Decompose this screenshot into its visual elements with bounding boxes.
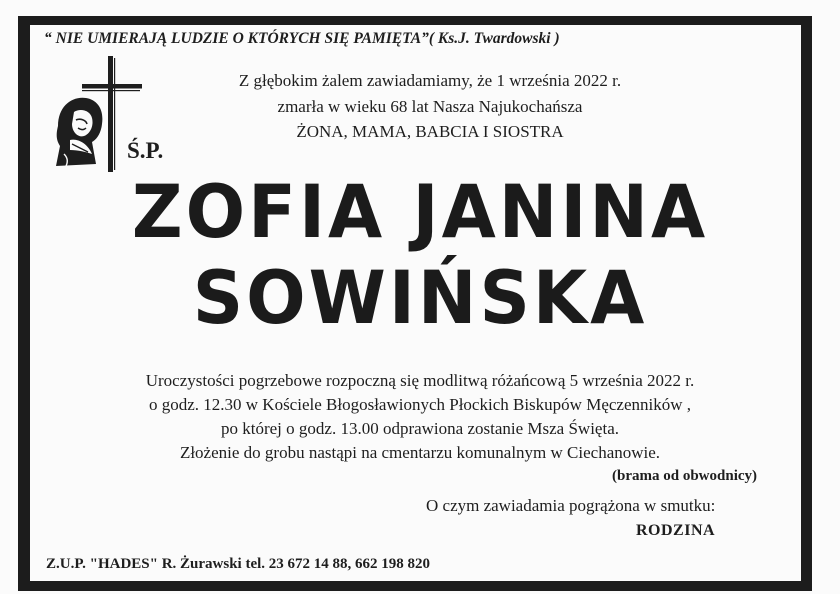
quote: “ NIE UMIERAJĄ LUDZIE O KTÓRYCH SIĘ PAMIĘTA”( Ks.J. Twardowski ) xyxy=(44,30,560,47)
ceremony-details xyxy=(60,369,780,465)
deceased-first-names: ZOFIA JANINA xyxy=(131,168,709,256)
ceremony-line: o godz. 12.30 w Kościele Błogosławionych Płockich Biskupów Męczenników , xyxy=(148,395,692,414)
ceremony-line: Złożenie do grobu nastąpi na cmentarzu komunalnym w Ciechanowie. xyxy=(179,443,661,462)
ceremony-line: po której o godz. 13.00 odprawiona zostanie Msza Święta. xyxy=(221,419,619,438)
intro-line: ŻONA, MAMA, BABCIA I SIOSTRA xyxy=(296,122,564,141)
intro-line: Z głębokim żalem zawiadamiamy, że 1 września 2022 r. xyxy=(238,71,622,90)
ceremony-line: Uroczystości pogrzebowe rozpoczną się modlitwą różańcową 5 września 2022 r. xyxy=(145,371,695,390)
intro-text xyxy=(180,68,680,145)
deceased-surname: SOWIŃSKA xyxy=(192,254,648,342)
family-signature: RODZINA xyxy=(636,522,716,539)
gate-note: (brama od obwodnicy) xyxy=(612,468,758,484)
funeral-home-footer: Z.U.P. "HADES" R. Żurawski tel. 23 672 14 88, 662 198 820 xyxy=(46,556,431,572)
sp-abbreviation: Ś.P. xyxy=(127,138,164,163)
family-note: O czym zawiadamia pogrążona w smutku: xyxy=(426,496,716,515)
intro-line: zmarła w wieku 68 lat Nasza Najukochańsza xyxy=(277,96,583,116)
